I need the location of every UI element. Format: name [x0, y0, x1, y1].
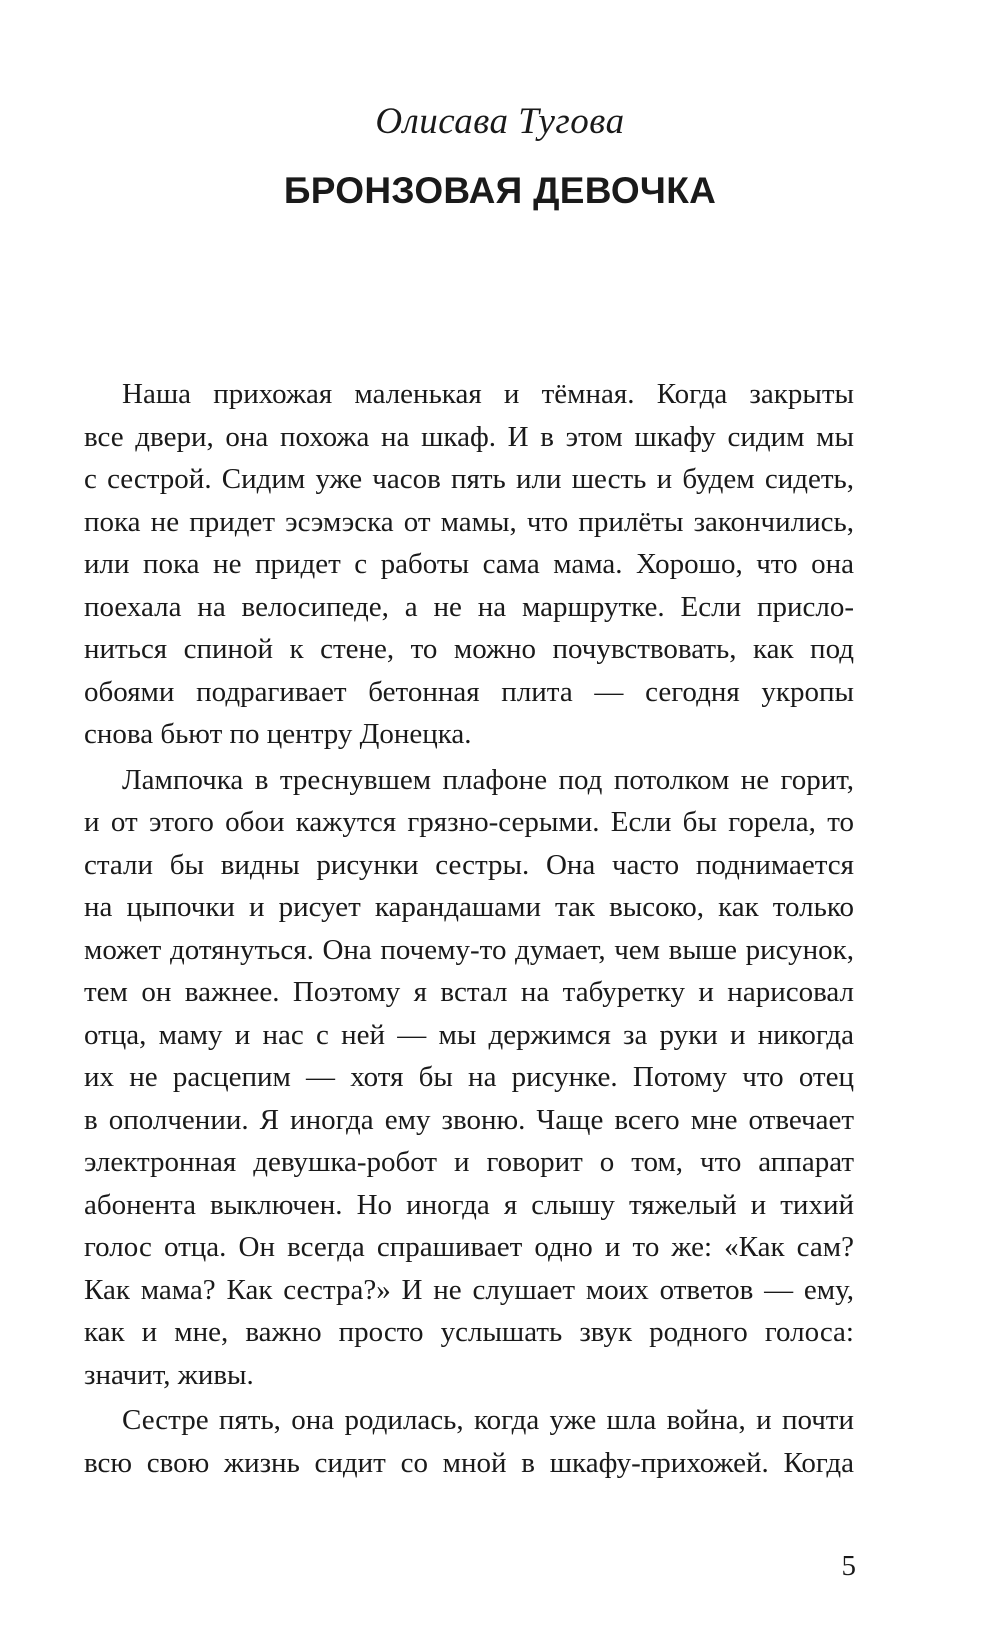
text-line: Наша прихожая маленькая и тёмная. Когда закрыты [122, 378, 854, 410]
author-name: Олисава Тугова [375, 101, 625, 142]
text-line: Лампочка в треснувшем плафоне под потолком не горит, [122, 763, 854, 796]
text-line: Как мама? Как сестра?» И не слушает моих ответов — ему, [84, 1273, 854, 1306]
text-line: абонента выключен. Но иногда я слышу тяжелый и тихий [84, 1188, 854, 1221]
text-line: всю свою жизнь сидит со мной в шкафу-прихожей. Когда [84, 1446, 854, 1479]
text-line: обоями подрагивает бетонная плита — сегодня укропы [84, 675, 854, 708]
text-line: и от этого обои кажутся грязно-серыми. Если бы горела, то [84, 806, 854, 838]
text-line: голос отца. Он всегда спрашивает одно и то же: «Как сам? [84, 1231, 854, 1263]
text-line: электронная девушка-робот и говорит о том, что аппарат [84, 1146, 854, 1178]
text-line: может дотянуться. Она почему-то думает, чем выше рисунок, [84, 933, 854, 966]
text-line: ниться спиной к стене, то можно почувствовать, как под [84, 633, 854, 665]
text-line: пока не придет эсэмэска от мамы, что прилёты закончились, [84, 505, 854, 538]
text-line: значит, живы. [84, 1358, 254, 1391]
text-line: их не расцепим — хотя бы на рисунке. Потому что отец [84, 1061, 854, 1093]
text-line: Сестре пять, она родилась, когда уже шла война, и почти [122, 1404, 854, 1436]
text-line: с сестрой. Сидим уже часов пять или шесть и будем сидеть, [84, 463, 854, 495]
story-title: БРОНЗОВАЯ ДЕВОЧКА [283, 170, 717, 211]
text-line: снова бьют по центру Донецка. [84, 718, 472, 750]
text-line: поехала на велосипеде, а не на маршрутке. Если присло- [84, 590, 854, 623]
text-line: стали бы видны рисунки сестры. Она часто поднимается [84, 848, 854, 881]
text-line: все двери, она похожа на шкаф. И в этом шкафу сидим мы [84, 420, 854, 453]
text-line: тем он важнее. Поэтому я встал на табуретку и нарисовал [84, 976, 854, 1008]
text-line: на цыпочки и рисует карандашами так высоко, как только [84, 891, 854, 923]
page-number: 5 [841, 1550, 856, 1582]
story-body [84, 373, 854, 1484]
text-line: или пока не придет с работы сама мама. Хорошо, что она [84, 548, 854, 580]
text-line: отца, маму и нас с ней — мы держимся за руки и никогда [84, 1018, 854, 1051]
text-line: как и мне, важно просто услышать звук родного голоса: [84, 1316, 854, 1348]
text-line: в ополчении. Я иногда ему звоню. Чаще всего мне отвечает [84, 1103, 854, 1136]
